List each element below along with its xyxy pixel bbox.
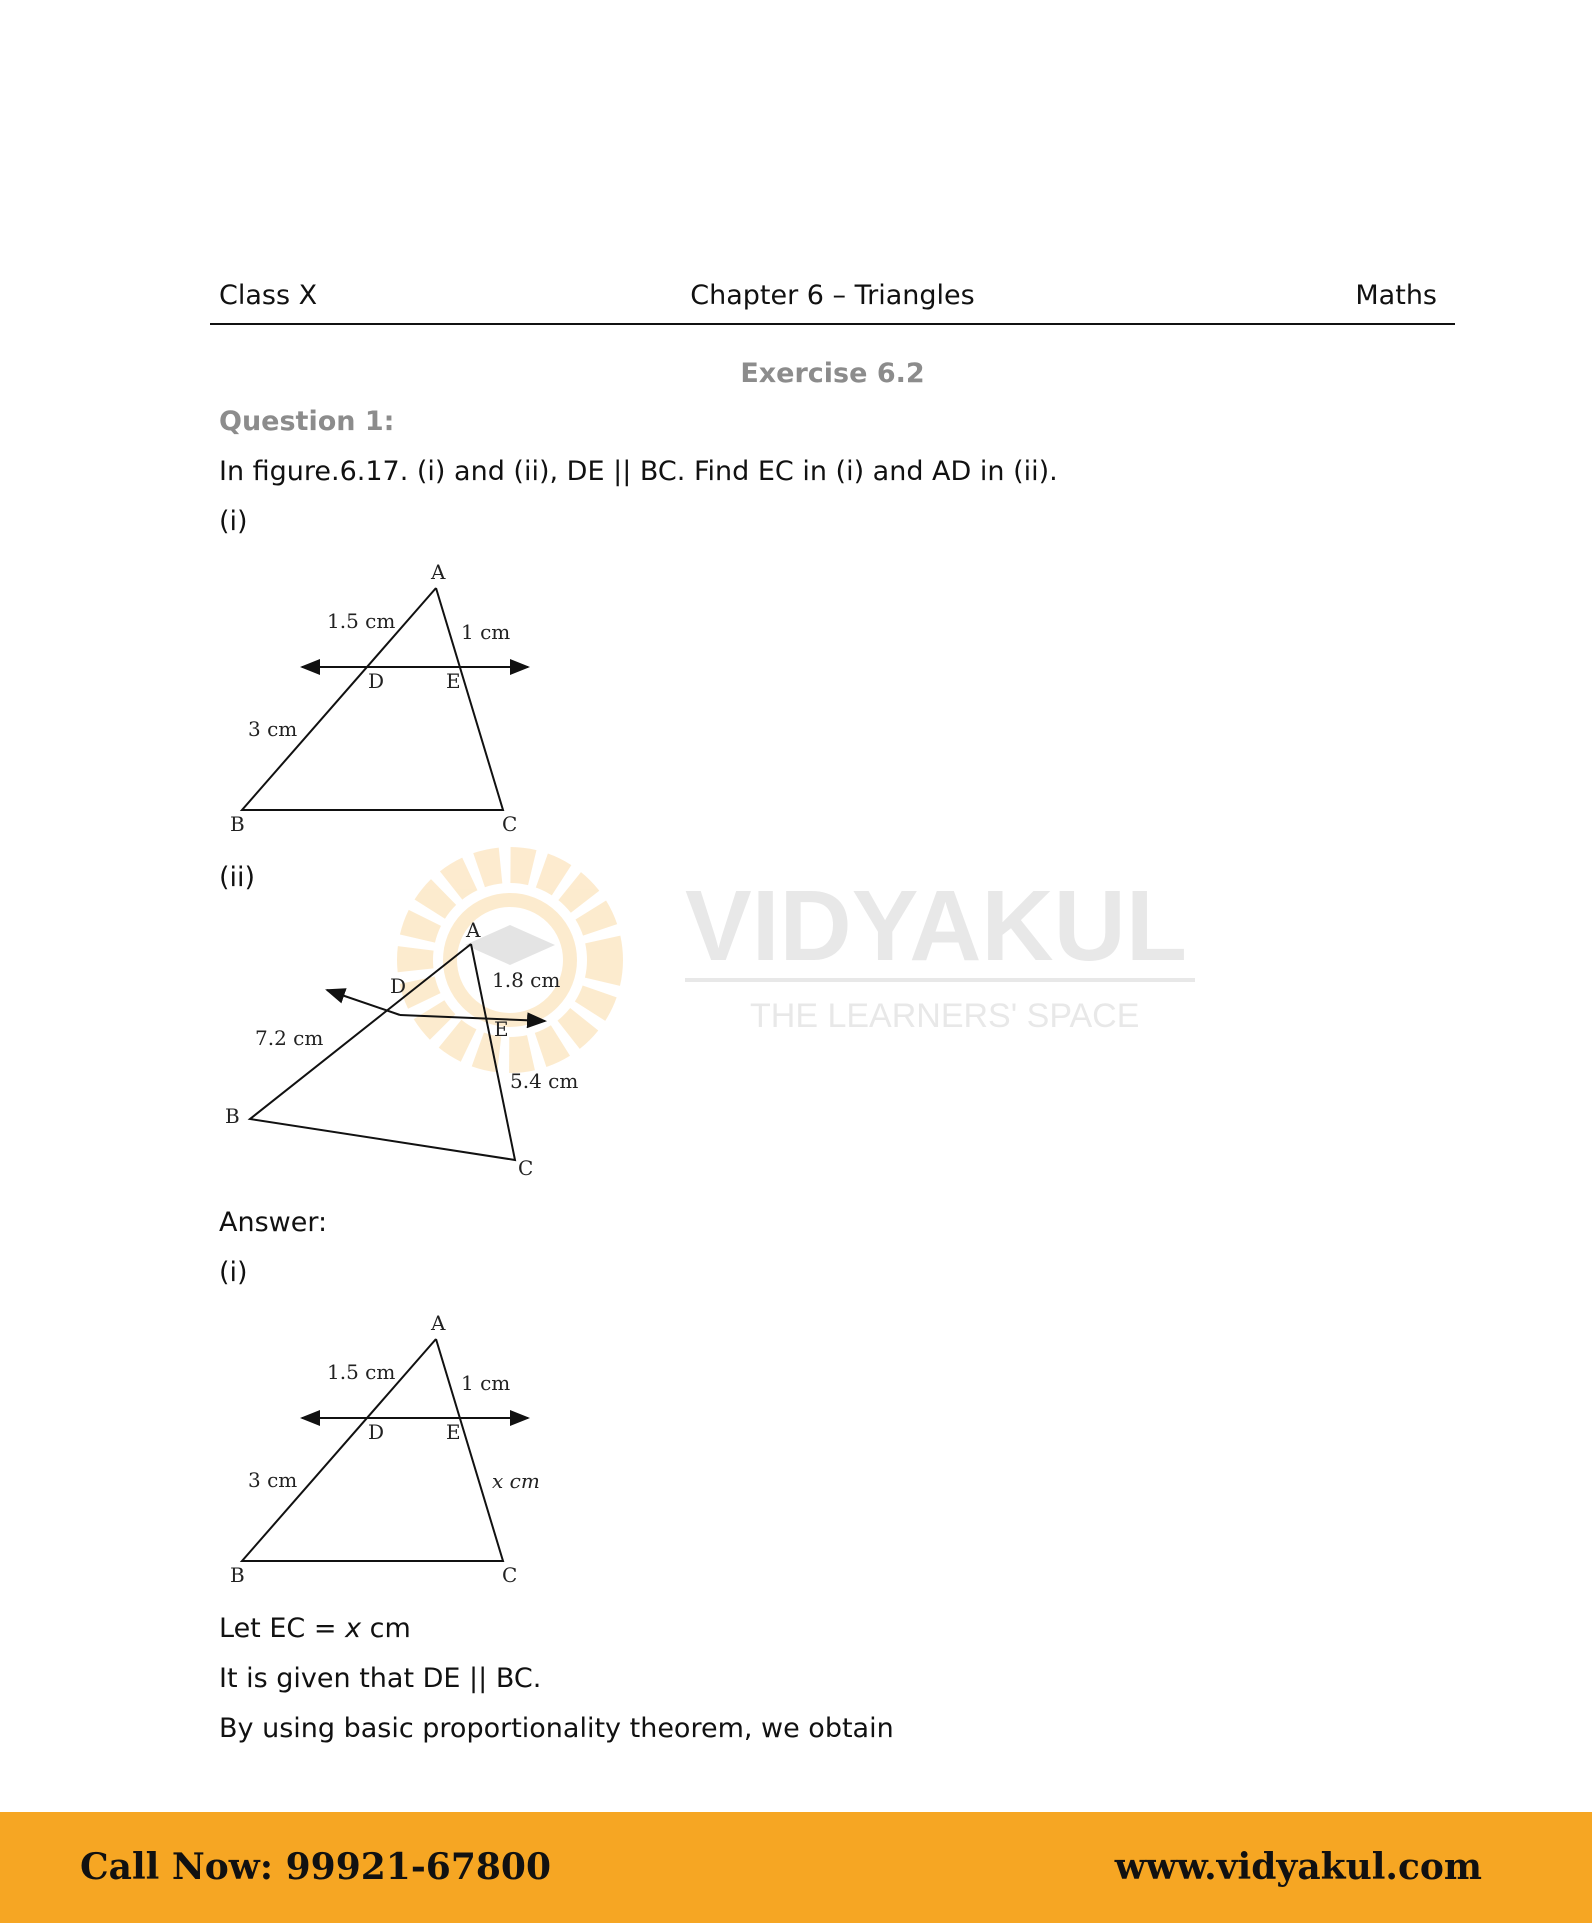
let-prefix: Let EC =	[219, 1613, 346, 1644]
fig2-label-d: D	[390, 974, 407, 998]
fig3-ad-length: 1.5 cm	[327, 1360, 396, 1384]
fig2-label-b: B	[225, 1104, 240, 1128]
fig1-label-d: D	[368, 669, 385, 693]
fig1-db-length: 3 cm	[248, 717, 298, 741]
bpt-line: By using basic proportionality theorem, we obtain	[219, 1713, 894, 1744]
fig2-label-e: E	[494, 1017, 509, 1041]
part-ii-label: (ii)	[219, 862, 256, 893]
fig2-ae-length: 1.8 cm	[492, 968, 561, 992]
fig1-label-e: E	[446, 669, 461, 693]
page-header	[210, 0, 1455, 325]
exercise-title: Exercise 6.2	[740, 358, 925, 389]
question-title: Question 1:	[219, 406, 395, 437]
fig3-label-a: A	[431, 1311, 446, 1335]
call-now-text: Call Now: 99921-67800	[80, 1846, 552, 1888]
fig2-label-c: C	[518, 1156, 534, 1180]
header-class: Class X	[219, 280, 318, 311]
fig1-label-c: C	[502, 812, 518, 836]
fig2-ec-length: 5.4 cm	[510, 1069, 579, 1093]
fig1-ad-length: 1.5 cm	[327, 609, 396, 633]
part-i-label: (i)	[219, 506, 248, 537]
fig2-label-a: A	[466, 918, 481, 942]
answer-part-i: (i)	[219, 1257, 248, 1288]
header-subject: Maths	[1355, 280, 1437, 311]
let-ec-line	[219, 1613, 411, 1644]
figure-ii	[220, 915, 580, 1180]
fig3-ae-length: 1 cm	[461, 1371, 511, 1395]
let-variable: x	[345, 1613, 362, 1644]
fig1-ae-length: 1 cm	[461, 620, 511, 644]
header-chapter: Chapter 6 – Triangles	[690, 280, 975, 311]
fig3-label-c: C	[502, 1563, 518, 1587]
let-suffix: cm	[361, 1613, 411, 1644]
fig1-label-b: B	[230, 812, 245, 836]
figure-answer-i	[220, 1306, 550, 1591]
watermark-brand: VIDYAKUL	[685, 870, 1187, 982]
answer-label: Answer:	[219, 1207, 328, 1238]
fig3-db-length: 3 cm	[248, 1468, 298, 1492]
fig2-db-length: 7.2 cm	[255, 1026, 324, 1050]
website-link[interactable]: www.vidyakul.com	[1114, 1846, 1482, 1888]
fig3-label-d: D	[368, 1420, 385, 1444]
fig3-label-e: E	[446, 1420, 461, 1444]
fig3-ec-length: x cm	[492, 1469, 540, 1493]
footer-banner	[0, 1812, 1592, 1923]
fig1-label-a: A	[431, 560, 446, 584]
fig3-label-b: B	[230, 1563, 245, 1587]
question-text: In figure.6.17. (i) and (ii), DE || BC. Find EC in (i) and AD in (ii).	[219, 456, 1058, 487]
watermark-tagline: THE LEARNERS' SPACE	[750, 997, 1140, 1035]
given-line: It is given that DE || BC.	[219, 1663, 542, 1694]
figure-i	[220, 555, 550, 840]
